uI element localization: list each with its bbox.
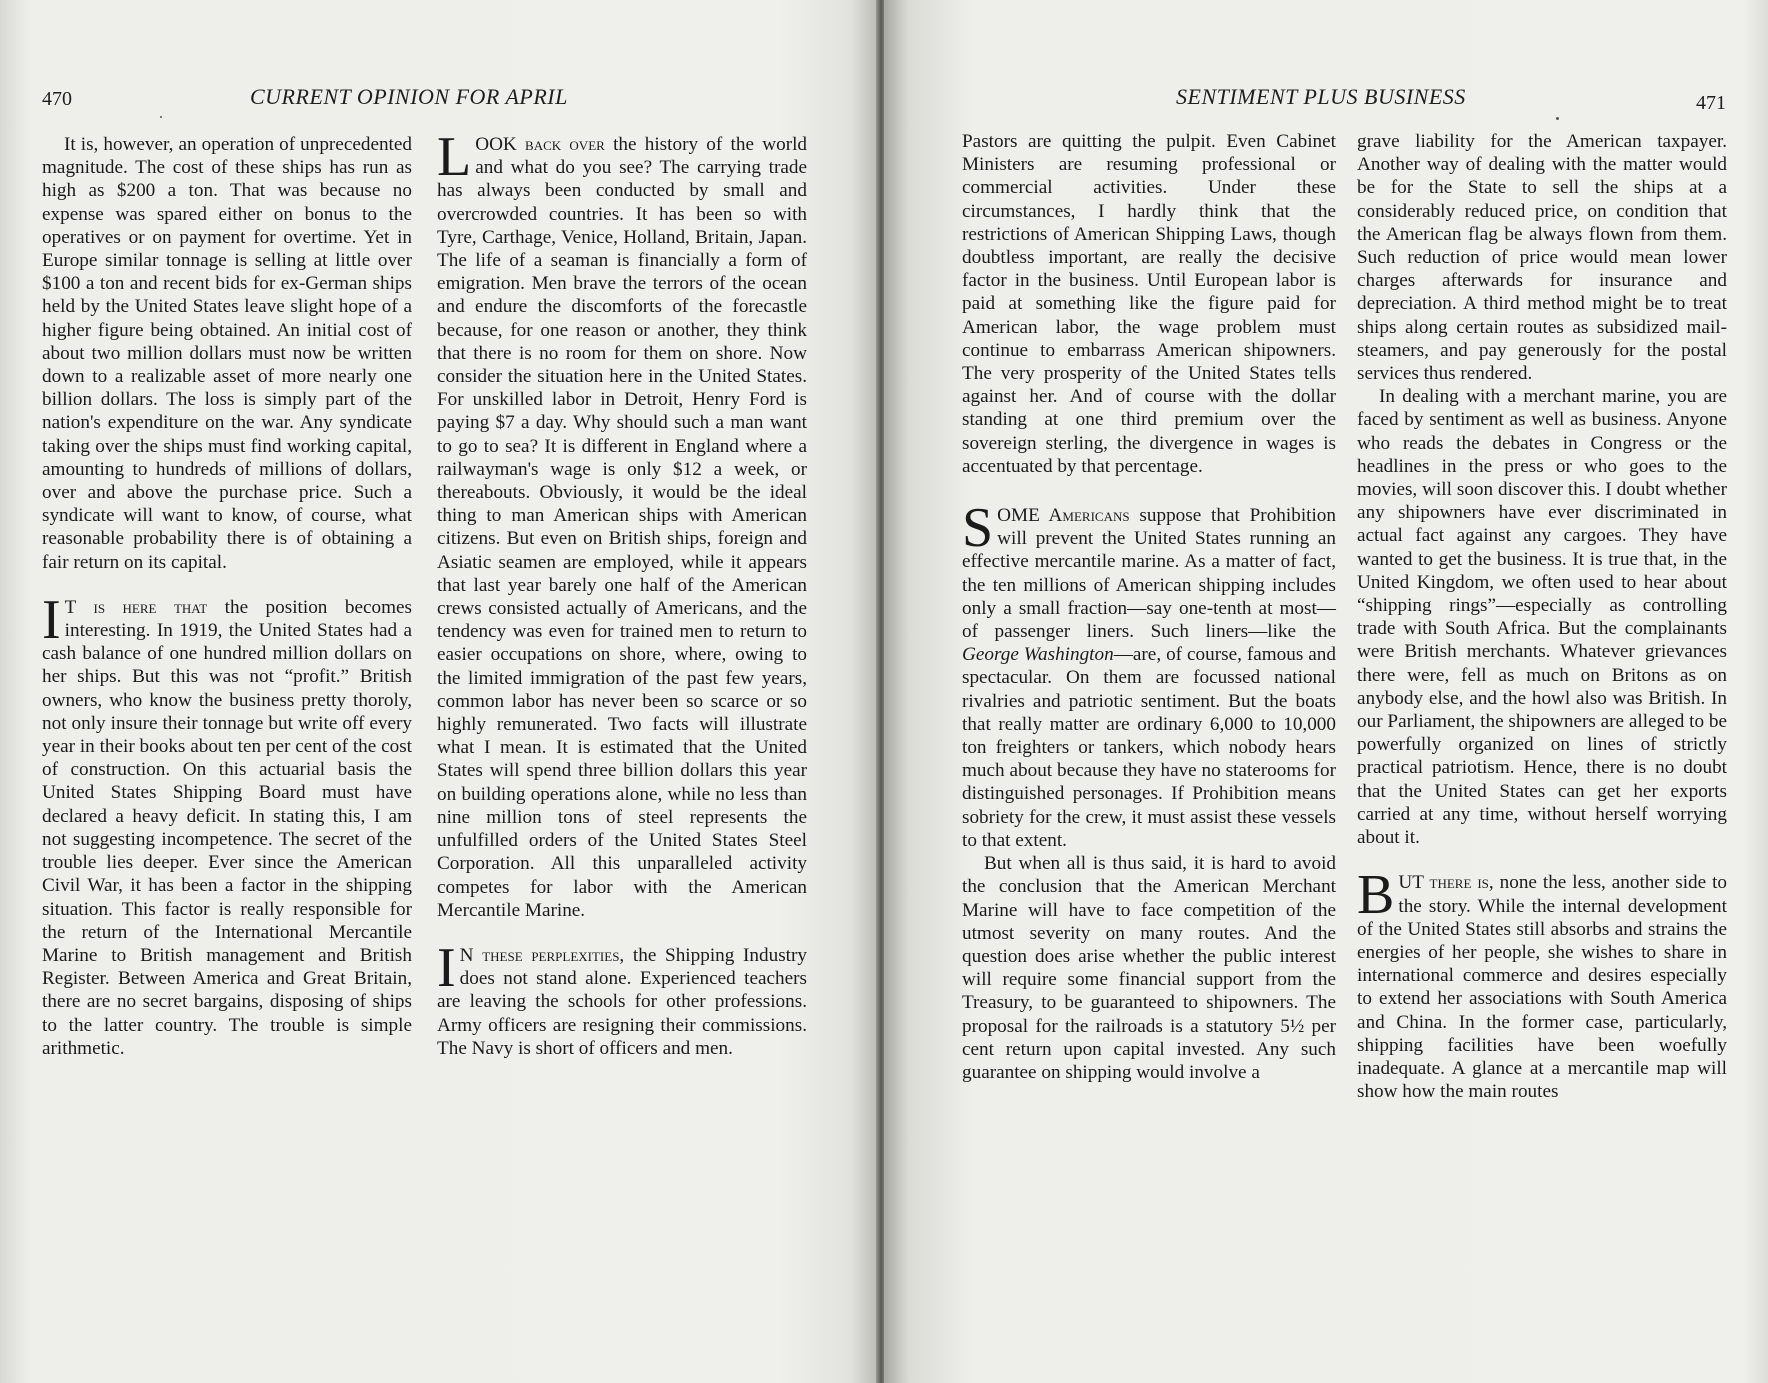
section-paragraph <box>437 936 807 1060</box>
small-caps-lead: OME Americans <box>997 505 1130 527</box>
small-caps-lead: T is here that <box>64 596 208 618</box>
page-number-left: 470 <box>42 88 72 110</box>
section-paragraph <box>437 126 808 922</box>
drop-cap: I <box>42 588 61 651</box>
section-paragraph <box>962 497 1336 852</box>
page-number-right: 471 <box>1696 92 1726 114</box>
paragraph-text: —are, of course, famous and spectacular. On them are focussed national rivalries and patriotic sentiment. But the boats that really matter are ordinary 6,000 to 10,000 ton freighters or tankers, which nobody hears much about because they have no staterooms for distinguished personages. If Prohibition means sobriety for the crew, it must assist these vessels to that extent. <box>962 644 1336 851</box>
drop-cap: S <box>962 497 994 560</box>
small-caps-lead: N these perplexities, <box>459 944 625 966</box>
paragraph-text: the Shipping Industry does not stand alone. Experienced teachers are leaving the schools for other professions. Army officers are resigning their commissions. The Navy is short of officers and men. <box>437 944 807 1059</box>
left-page <box>0 0 880 1383</box>
paragraph-text: none the less, another side to the story. While the internal development of the United States still absorbs and strains the energies of her people, she wishes to share in international commerce and desires especially to extend her associations with South America and China. In the former case, particularly, shipping facilities have been woefully inadequate. A glance at a mercantile map will show how the main routes <box>1357 872 1728 1103</box>
left-column-1 <box>42 133 412 1060</box>
section-paragraph <box>1357 864 1728 1103</box>
small-caps-lead: UT there is, <box>1398 872 1494 894</box>
small-caps-lead: OOK back over <box>475 134 605 155</box>
paragraph-text: the position becomes interesting. In 1919, the United States had a cash balance of one hundred million dollars on her ships. But this was not “profit.” British owners, who know the business pretty thoroly, not only insure their tonnage but write off every year in their books about ten per cent of the cost of construction. On this actuarial basis the United States Shipping Board must have declared a heavy deficit. In stating this, I am not suggesting incompetence. The secret of the trouble lies deeper. Ever since the American Civil War, it has been a factor in the shipping situation. This factor is really responsible for the return of the International Mercantile Marine to British management and British Register. Between America and Great Britain, there are no secret bargains, disposing of ships to the latter country. The trouble is simple arithmetic. <box>42 596 412 1059</box>
paragraph: But when all is thus said, it is hard to avoid the conclusion that the American Merchant Marine will have to face competition of the utmost severity on many routes. And the question does arise whether the public interest will require some financial support from the Treasury, to be guaranteed to shipowners. The proposal for the railroads is a statutory 5½ per cent return upon capital invested. Any such guarantee on shipping would involve a <box>962 853 1336 1083</box>
running-head-right <box>1176 84 1466 110</box>
paragraph: It is, however, an operation of unprecedented magnitude. The cost of these ships has run as high as $200 a ton. That was because no expense was spared either on bonus to the operatives or on payment for overtime. Yet in Europe similar tonnage is selling at little over $100 a ton and recent bids for ex-German ships held by the United States leave slight hope of a higher figure being obtained. An initial cost of about two million dollars must now be written down to a realizable asset of more nearly one billion dollars. The loss is simply part of the nation's expenditure on the war. Any syndicate taking over the ships must find working capital, amounting to hundreds of millions of dollars, over and above the purchase price. Such a syndicate will want to know, of course, what reasonable probability there is of obtaining a fair return on its capital. <box>42 134 412 573</box>
paragraph-text: suppose that Prohibition will prevent the United States running an effective mercantile marine. As a matter of fact, the ten millions of American shipping includes only a small fraction—say one-tenth at most—of passenger liners. Such liners—like the <box>962 505 1336 643</box>
right-column-1 <box>962 130 1336 1084</box>
drop-cap: I <box>437 936 456 999</box>
ship-name: George Washington <box>962 644 1114 666</box>
paper-speck <box>160 116 162 118</box>
right-column-2 <box>1357 130 1727 1103</box>
section-paragraph <box>42 588 412 1060</box>
paragraph-text: the history of the world and what do you see? The carrying trade has always been conducted by small and overcrowded countries. It has been so with Tyre, Carthage, Venice, Holland, Britain, Japan. The life of a seaman is financially a form of emigration. Men brave the terrors of the ocean and endure the discomforts of the forecastle because, for one reason or another, they think that there is no room for them on shore. Now consider the situation here in the United States. For unskilled labor in Detroit, Henry Ford is paying $7 a day. Why should such a man want to go to sea? It is different in England where a railwayman's wage is only $12 a week, or thereabouts. Obviously, it would be the ideal thing to man American ships with American citizens. But even on British ships, foreign and Asiatic seamen are employed, while it appears that last year barely one half of the American crews consisted actually of Americans, and the tendency was even for trained men to return to easier occupations on shore, where, owing to the limited immigration of the past few years, common labor has never been so scarce or so highly remunerated. Two facts will illustrate what I mean. It is estimated that the United States will spend three billion dollars this year on building operations alone, while no less than nine million tons of steel represents the unfulfilled orders of the United States Steel Corporation. All this unparalleled activity competes for labor with the American Mercantile Marine. <box>437 134 808 921</box>
paragraph: grave liability for the American taxpayer. Another way of dealing with the matter would be for the State to sell the ships at a considerably reduced price, on condition that the American flag be always flown from them. Such reduction of price would mean lower charges afterwards for insurance and depreciation. A third method might be to treat ships along certain routes as subsidized mail-steamers, and pay generously for the postal services thus rendered. <box>1357 131 1727 385</box>
running-title-left: CURRENT OPINION FOR APRIL <box>250 84 568 109</box>
drop-cap: B <box>1357 864 1395 927</box>
right-page <box>884 0 1768 1383</box>
paragraph: Pastors are quitting the pulpit. Even Cabinet Ministers are resuming professional or commercial activities. Under these circumstances, I hardly think that the restrictions of American Shipping Laws, though doubtless important, are really the decisive factor in the business. Until European labor is paid at something like the figure paid for American labor, the wage problem must continue to embarrass American shipowners. The very prosperity of the United States tells against her. And of course with the dollar standing at one third premium over the sovereign sterling, the divergence in wages is accentuated by that percentage. <box>962 131 1336 477</box>
paragraph: In dealing with a merchant marine, you are faced by sentiment as well as business. Anyone who reads the debates in Congress or the headlines in the press or who goes to the movies, will soon discover this. I doubt whether any shipowners have ever discriminated in actual fact against any cargoes. They have wanted to get the business. It is true that, in the United Kingdom, we often used to hear about “shipping rings”—especially as controlling trade with South Africa. But the complainants were British merchants. Whatever grievances there were, fell as much on Britons as on anybody else, and the howl also was British. In our Parliament, the shipowners are alleged to be powerfully organized on lines of strictly practical patriotism. Hence, there is no doubt that the United States can get her exports carried at any time, without herself worrying about it. <box>1357 386 1727 849</box>
drop-cap: L <box>437 126 472 188</box>
paper-speck <box>1556 117 1559 120</box>
left-column-2 <box>437 126 808 1060</box>
running-title-right: SENTIMENT PLUS BUSINESS <box>1176 84 1466 109</box>
running-head-left <box>250 84 568 110</box>
